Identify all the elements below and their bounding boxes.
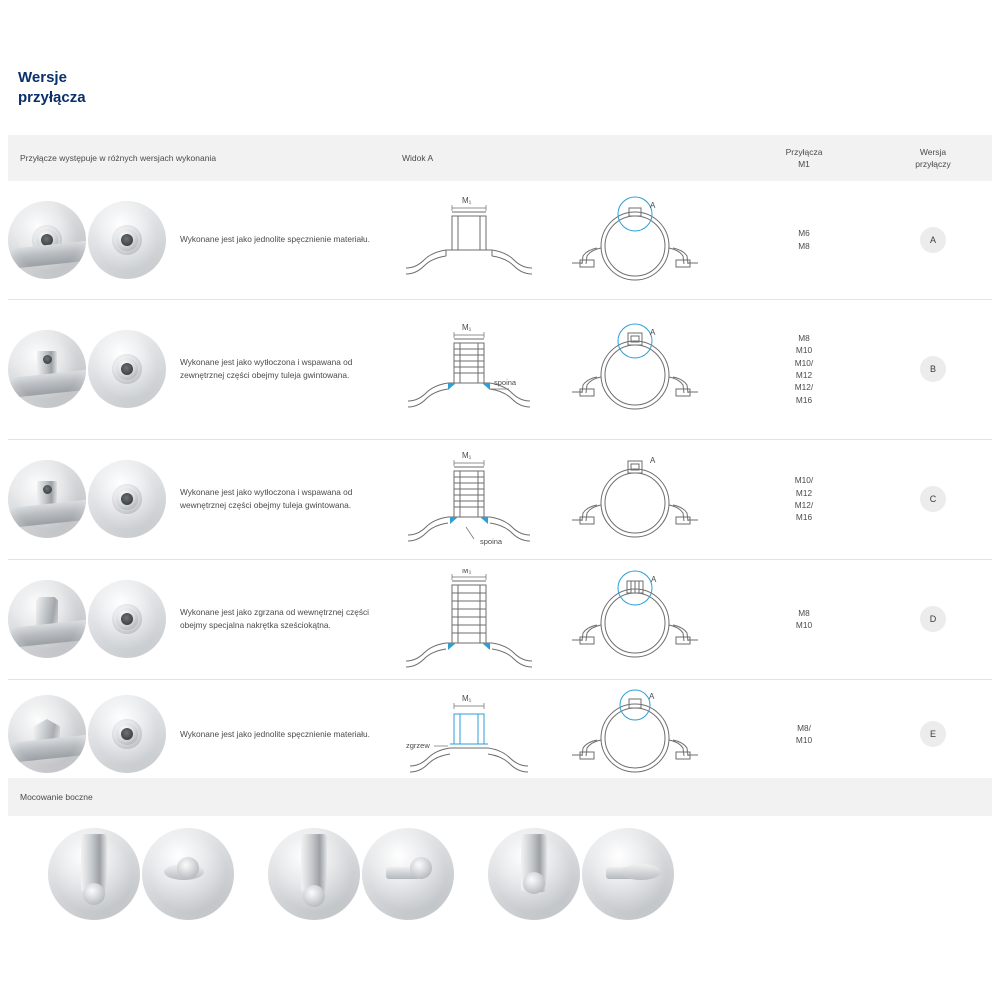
row-drawing xyxy=(394,439,734,559)
screw-head-shape xyxy=(83,883,105,905)
m1-value: M12 xyxy=(795,487,813,498)
drawing-label-weld: spoina xyxy=(480,537,503,546)
drawing-label-m1: M₁ xyxy=(462,323,472,332)
header-m1-line-2: M1 xyxy=(798,159,810,169)
table-header-row xyxy=(8,135,992,181)
side-mounting-photos xyxy=(8,828,992,920)
m1-value: M16 xyxy=(795,512,813,523)
drawing-section-view xyxy=(394,194,544,286)
product-photo xyxy=(582,828,674,920)
product-photo xyxy=(88,580,166,658)
photo-group xyxy=(268,828,454,920)
row-version xyxy=(874,439,992,559)
row-description: Wykonane jest jako jednolite spęcznienie materiału. xyxy=(180,234,370,245)
nut-shape xyxy=(37,351,57,387)
product-photo xyxy=(88,695,166,773)
m1-value: M16 xyxy=(795,394,813,405)
versions-table xyxy=(8,135,992,790)
nut-shape xyxy=(34,719,60,749)
row-m1 xyxy=(734,299,874,439)
row-description: Wykonane jest jako jednolite spęcznienie materiału. xyxy=(180,728,370,739)
version-badge: C xyxy=(920,486,946,512)
screw-shape xyxy=(386,867,420,879)
nut-shape xyxy=(112,225,142,255)
page-title xyxy=(18,68,278,109)
header-m1-line-1: Przyłącza xyxy=(785,146,823,157)
washer-shape xyxy=(164,864,204,880)
pipe-shape xyxy=(81,834,107,892)
m1-value: M10/ xyxy=(794,475,814,486)
version-badge: B xyxy=(920,356,946,382)
product-photo xyxy=(8,695,86,773)
screw-head-shape xyxy=(177,857,199,879)
drawing-label-m1: M₁ xyxy=(462,569,472,575)
plate-shape xyxy=(8,500,86,528)
pipe-shape xyxy=(301,834,327,892)
drawing-section-view xyxy=(394,569,544,669)
drawing-label-a: A xyxy=(650,200,656,210)
header-description: Przyłącze występuje w różnych wersjach wykonania xyxy=(8,135,394,181)
header-version-line-2: przyłączy xyxy=(915,159,951,169)
table-row xyxy=(8,299,992,439)
product-photo xyxy=(8,580,86,658)
drawing-clamp-view xyxy=(550,569,720,669)
m1-value: M10 xyxy=(795,345,813,356)
page-title-line-1: Wersje xyxy=(18,69,67,86)
plate-shape xyxy=(8,370,86,398)
drawing-label-weld: spoina xyxy=(494,378,517,387)
row-photos xyxy=(8,299,180,439)
photo-group xyxy=(48,828,234,920)
drawing-label-m1: M₁ xyxy=(462,451,472,460)
nut-shape xyxy=(112,719,142,749)
version-badge: D xyxy=(920,606,946,632)
product-photo xyxy=(88,330,166,408)
row-m1 xyxy=(734,559,874,679)
nut-shape xyxy=(37,481,57,517)
m1-value: M8 xyxy=(798,332,810,343)
drawing-label-m1: M₁ xyxy=(462,694,472,703)
drawing-section-view xyxy=(394,449,544,549)
version-badge: E xyxy=(920,721,946,747)
header-view: Widok A xyxy=(394,135,734,181)
section-header-mocowanie-boczne xyxy=(8,778,992,816)
product-photo xyxy=(488,828,580,920)
section-label: Mocowanie boczne xyxy=(20,792,93,802)
product-photo xyxy=(88,460,166,538)
drawing-label-m1: M₁ xyxy=(462,195,472,205)
row-m1 xyxy=(734,181,874,299)
plate-shape xyxy=(8,735,86,763)
m1-value: M12/ xyxy=(794,500,814,510)
row-drawing xyxy=(394,559,734,679)
page-title-line-2: przyłącza xyxy=(18,89,86,107)
row-drawing xyxy=(394,679,734,789)
table-row xyxy=(8,181,992,299)
row-m1 xyxy=(734,439,874,559)
version-badge: A xyxy=(920,227,946,253)
m1-value: M8 xyxy=(798,607,810,618)
screw-head-shape xyxy=(303,885,325,907)
m1-value: M10 xyxy=(795,620,813,630)
drawing-label-a: A xyxy=(650,456,656,465)
m1-value: M8/ xyxy=(797,722,811,733)
product-photo xyxy=(8,460,86,538)
drawing-clamp-view xyxy=(550,194,720,286)
product-photo xyxy=(362,828,454,920)
table-row xyxy=(8,439,992,559)
product-photo xyxy=(48,828,140,920)
header-m1 xyxy=(734,135,874,181)
drawing-label-a: A xyxy=(651,575,657,584)
product-photo xyxy=(8,201,86,279)
row-version xyxy=(874,181,992,299)
row-description: Wykonane jest jako wytłoczona i wspawana od wewnętrznej części obejmy tuleja gwintowana. xyxy=(180,487,353,510)
row-description: Wykonane jest jako wytłoczona i wspawana od zewnętrznej części obejmy tuleja gwintowana. xyxy=(180,357,353,380)
drawing-label-weld: zgrzew xyxy=(406,741,430,750)
row-drawing xyxy=(394,299,734,439)
washer-shape xyxy=(621,864,661,880)
m1-value: M6 xyxy=(798,228,810,239)
row-m1 xyxy=(734,679,874,789)
row-photos xyxy=(8,439,180,559)
m1-value: M12/ xyxy=(794,382,814,393)
table-row xyxy=(8,679,992,789)
table-row xyxy=(8,559,992,679)
screw-shape xyxy=(606,867,640,879)
row-version xyxy=(874,559,992,679)
nut-shape xyxy=(112,604,142,634)
drawing-section-view xyxy=(394,688,544,780)
photo-group xyxy=(488,828,674,920)
nut-shape xyxy=(32,225,62,255)
screw-head-shape xyxy=(410,857,432,879)
plate-shape xyxy=(8,620,86,648)
m1-value: M10 xyxy=(795,735,813,745)
nut-shape xyxy=(112,354,142,384)
drawing-label-a: A xyxy=(649,692,655,701)
product-photo xyxy=(8,330,86,408)
plate-shape xyxy=(8,241,86,269)
drawing-clamp-view xyxy=(550,688,720,780)
drawing-section-view xyxy=(394,319,544,419)
header-version xyxy=(874,135,992,181)
product-photo xyxy=(268,828,360,920)
nut-shape xyxy=(112,484,142,514)
row-photos xyxy=(8,559,180,679)
screw-head-shape xyxy=(523,872,545,894)
m1-value: M10/ xyxy=(794,357,814,368)
row-version xyxy=(874,299,992,439)
product-photo xyxy=(88,201,166,279)
row-photos xyxy=(8,679,180,789)
drawing-clamp-view xyxy=(550,449,720,549)
product-photo xyxy=(142,828,234,920)
row-drawing xyxy=(394,181,734,299)
m1-value: M12 xyxy=(795,370,813,380)
drawing-clamp-view xyxy=(550,319,720,419)
nut-shape xyxy=(36,597,58,641)
header-version-line-1: Wersja xyxy=(919,146,947,157)
row-photos xyxy=(8,181,180,299)
m1-value: M8 xyxy=(798,240,810,251)
drawing-label-a: A xyxy=(650,328,656,337)
row-version xyxy=(874,679,992,789)
row-description: Wykonane jest jako zgrzana od wewnętrznej części obejmy specjalna nakrętka sześciokątna. xyxy=(180,607,370,630)
pipe-shape xyxy=(521,834,547,892)
